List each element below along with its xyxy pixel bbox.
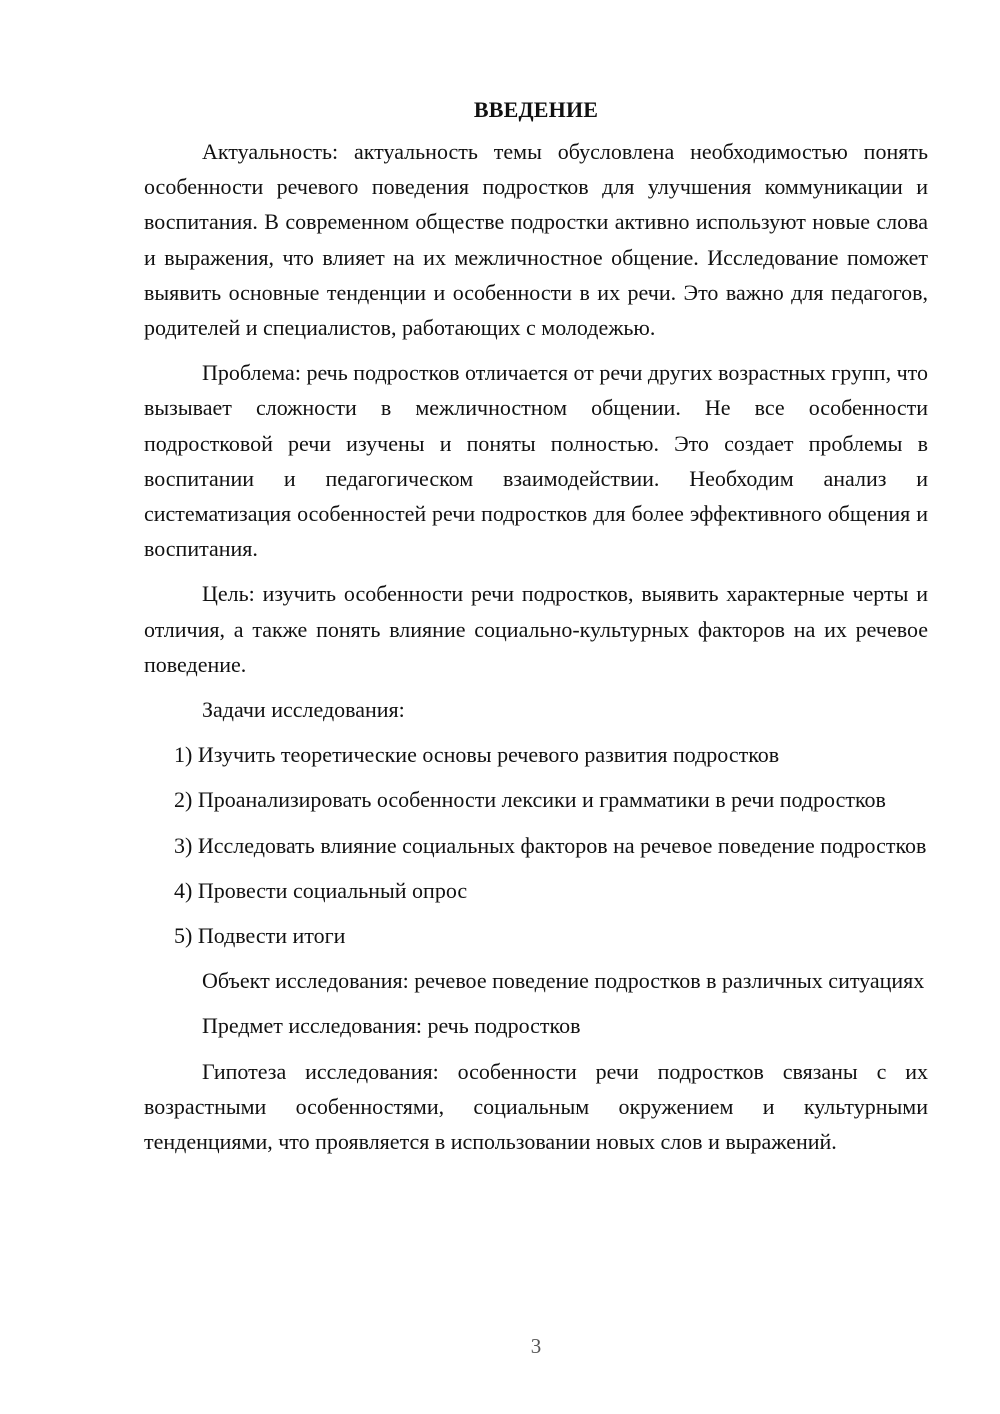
task-item-3: 3) Исследовать влияние социальных факторов на речевое поведение подростков xyxy=(174,832,927,858)
document-body xyxy=(144,92,928,1159)
task-item-5: 5) Подвести итоги xyxy=(174,923,346,949)
subject-paragraph: Предмет исследования: речь подростков xyxy=(202,1013,581,1039)
section-heading: ВВЕДЕНИЕ xyxy=(473,97,599,122)
hypothesis-paragraph: Гипотеза исследования: особенности речи подростков связаны с их возрастными особенностями, социальным окружением и культурными тенденциями, что проявляется в использовании новых слов и выражений. xyxy=(144,1058,928,1155)
goal-paragraph: Цель: изучить особенности речи подростков, выявить характерные черты и отличия, а также понять влияние социально-культурных факторов на их речевое поведение. xyxy=(144,581,928,677)
problem-paragraph: Проблема: речь подростков отличается от речи других возрастных групп, что вызывает сложности в межличностном общении. Не все особенности подростковой речи изучены и поняты полностью. Это создает проблемы в воспитании и педагогическом взаимодействии. Необходим анализ и систематизация особенностей речи подростков для более эффективного общения и воспитания. xyxy=(144,360,928,562)
task-item-1: 1) Изучить теоретические основы речевого развития подростков xyxy=(174,742,780,768)
object-paragraph: Объект исследования: речевое поведение подростков в различных ситуациях xyxy=(202,968,925,994)
task-item-4: 4) Провести социальный опрос xyxy=(174,877,468,903)
tasks-title: Задачи исследования: xyxy=(202,697,405,723)
relevance-paragraph: Актуальность: актуальность темы обусловлена необходимостью понять особенности речевого поведения подростков для улучшения коммуникации и воспитания. В современном обществе подростки активно используют новые слова и выражения, что влияет на их межличностное общение. Исследование поможет выявить основные тенденции и особенности в их речи. Это важно для педагогов, родителей и специалистов, работающих с молодежью. xyxy=(144,139,928,341)
task-item-2: 2) Проанализировать особенности лексики и грамматики в речи подростков xyxy=(174,787,886,813)
page-number: 3 xyxy=(530,1334,542,1358)
